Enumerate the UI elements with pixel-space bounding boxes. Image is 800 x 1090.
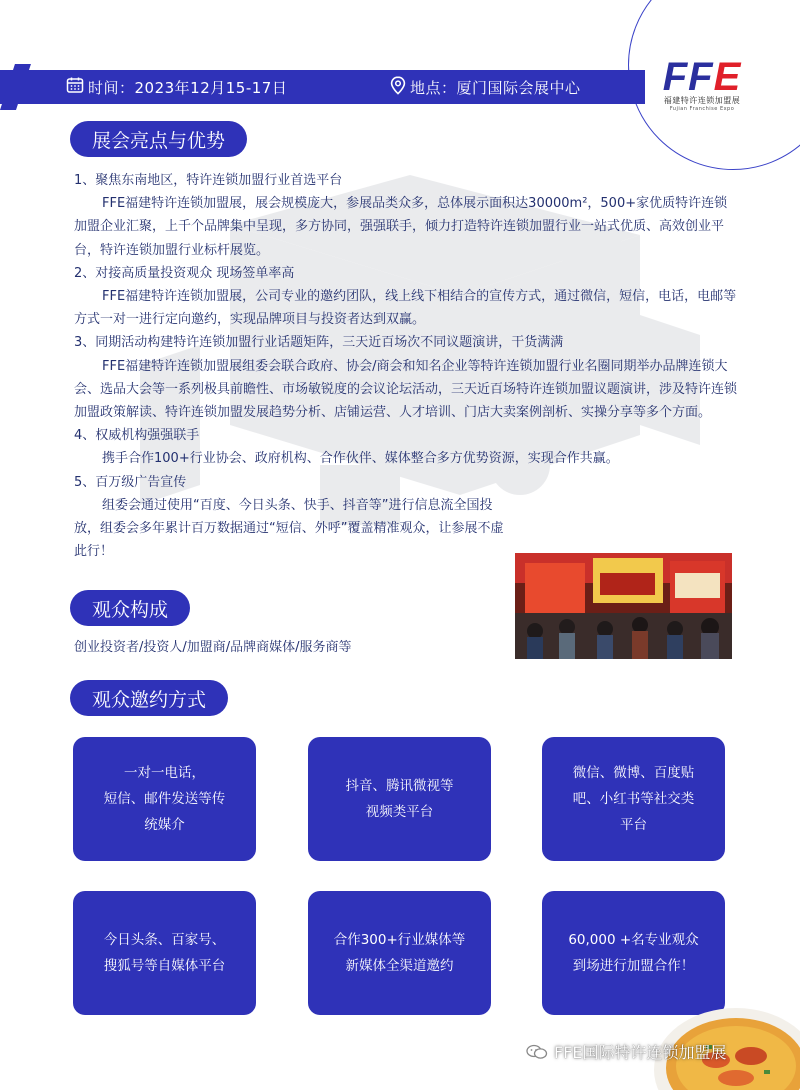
invite-card-professional-audience: 60,000 +名专业观众 到场进行加盟合作！ <box>542 891 725 1015</box>
location-pin-icon <box>390 76 406 99</box>
audience-composition-text: 创业投资者/投资人/加盟商/品牌商媒体/服务商等 <box>74 640 352 655</box>
highlight-text: FFE福建特许连锁加盟展组委会联合政府、协会/商会和知名企业等特许连锁加盟行业名圈同期举办品牌连锁大会、选品大会等一系列极具前瞻性、市场敏锐度的会议论坛活动，三天近百场特许连锁加盟议题演讲，涉及特许连锁加盟政策解读、特许连锁加盟发展趋势分析、店铺运营、人才培训、门店大卖案例剖析、实操分享等多个方面。 <box>74 358 738 421</box>
event-place <box>390 70 581 104</box>
highlight-text: 组委会通过使用“百度、今日头条、快手、抖音等”进行信息流全国投放，组委会多年累计百万数据通过“短信、外呼”覆盖精准观众，让参展不虚此行！ <box>74 497 504 560</box>
event-place-text: 地点：厦门国际会展中心 <box>410 78 581 97</box>
section-title-highlights: 展会亮点与优势 <box>70 121 247 157</box>
wechat-icon <box>526 1044 548 1060</box>
highlight-heading: 2、对接高质量投资观众 现场签单率高 <box>74 265 295 281</box>
highlight-text: 携手合作100+行业协会、政府机构、合作伙伴、媒体整合多方优势资源，实现合作共赢。 <box>102 451 619 467</box>
header-bar <box>0 70 645 104</box>
event-time-text: 时间：2023年12月15-17日 <box>88 78 288 97</box>
section-title-invite: 观众邀约方式 <box>70 680 228 716</box>
event-time <box>66 70 287 104</box>
wechat-account-name: FFE国际特许连锁加盟展 <box>554 1043 727 1062</box>
highlight-heading: 4、权威机构强强联手 <box>74 428 200 444</box>
wechat-account-watermark <box>526 1040 727 1063</box>
highlight-text: FFE福建特许连锁加盟展，公司专业的邀约团队，线上线下相结合的宣传方式，通过微信，短信，电话，电邮等方式一对一进行定向邀约，实现品牌项目与投资者达到双赢。 <box>74 289 737 328</box>
invite-card-traditional: 一对一电话， 短信、邮件发送等传 统媒介 <box>73 737 256 861</box>
logo-mark: FFE <box>662 55 742 99</box>
section-title-audience: 观众构成 <box>70 590 190 626</box>
exhibition-hall-photo <box>515 553 732 659</box>
header-bar-tab <box>0 64 31 110</box>
highlight-heading: 3、同期活动构建特许连锁加盟行业话题矩阵，三天近百场次不同议题演讲，干货满满 <box>74 335 564 351</box>
highlight-text: FFE福建特许连锁加盟展，展会规模庞大，参展品类众多，总体展示面积达30000m²，500+家优质特许连锁加盟企业汇聚，上千个品牌集中呈现，多方协同，强强联手，倾力打造特许连锁加盟行业一站式优质、高效创业平台，特许连锁加盟行业标杆展览。 <box>74 196 728 258</box>
logo-chinese-name: 福建特许连锁加盟展 <box>663 96 741 105</box>
highlight-heading: 1、聚焦东南地区，特许连锁加盟行业首选平台 <box>74 173 343 188</box>
invite-card-social-platforms: 微信、微博、百度贴 吧、小红书等社交类 平台 <box>542 737 725 861</box>
calendar-icon <box>66 76 84 98</box>
logo-english-name: Fujian Franchise Expo <box>669 106 735 112</box>
highlights-body <box>74 169 740 563</box>
invite-card-self-media: 今日头条、百家号、 搜狐号等自媒体平台 <box>73 891 256 1015</box>
ffe-logo <box>660 55 744 118</box>
invite-card-industry-media: 合作300+行业媒体等 新媒体全渠道邀约 <box>308 891 491 1015</box>
invite-card-video-platforms: 抖音、腾讯微视等 视频类平台 <box>308 737 491 861</box>
highlight-heading: 5、百万级广告宣传 <box>74 474 187 490</box>
